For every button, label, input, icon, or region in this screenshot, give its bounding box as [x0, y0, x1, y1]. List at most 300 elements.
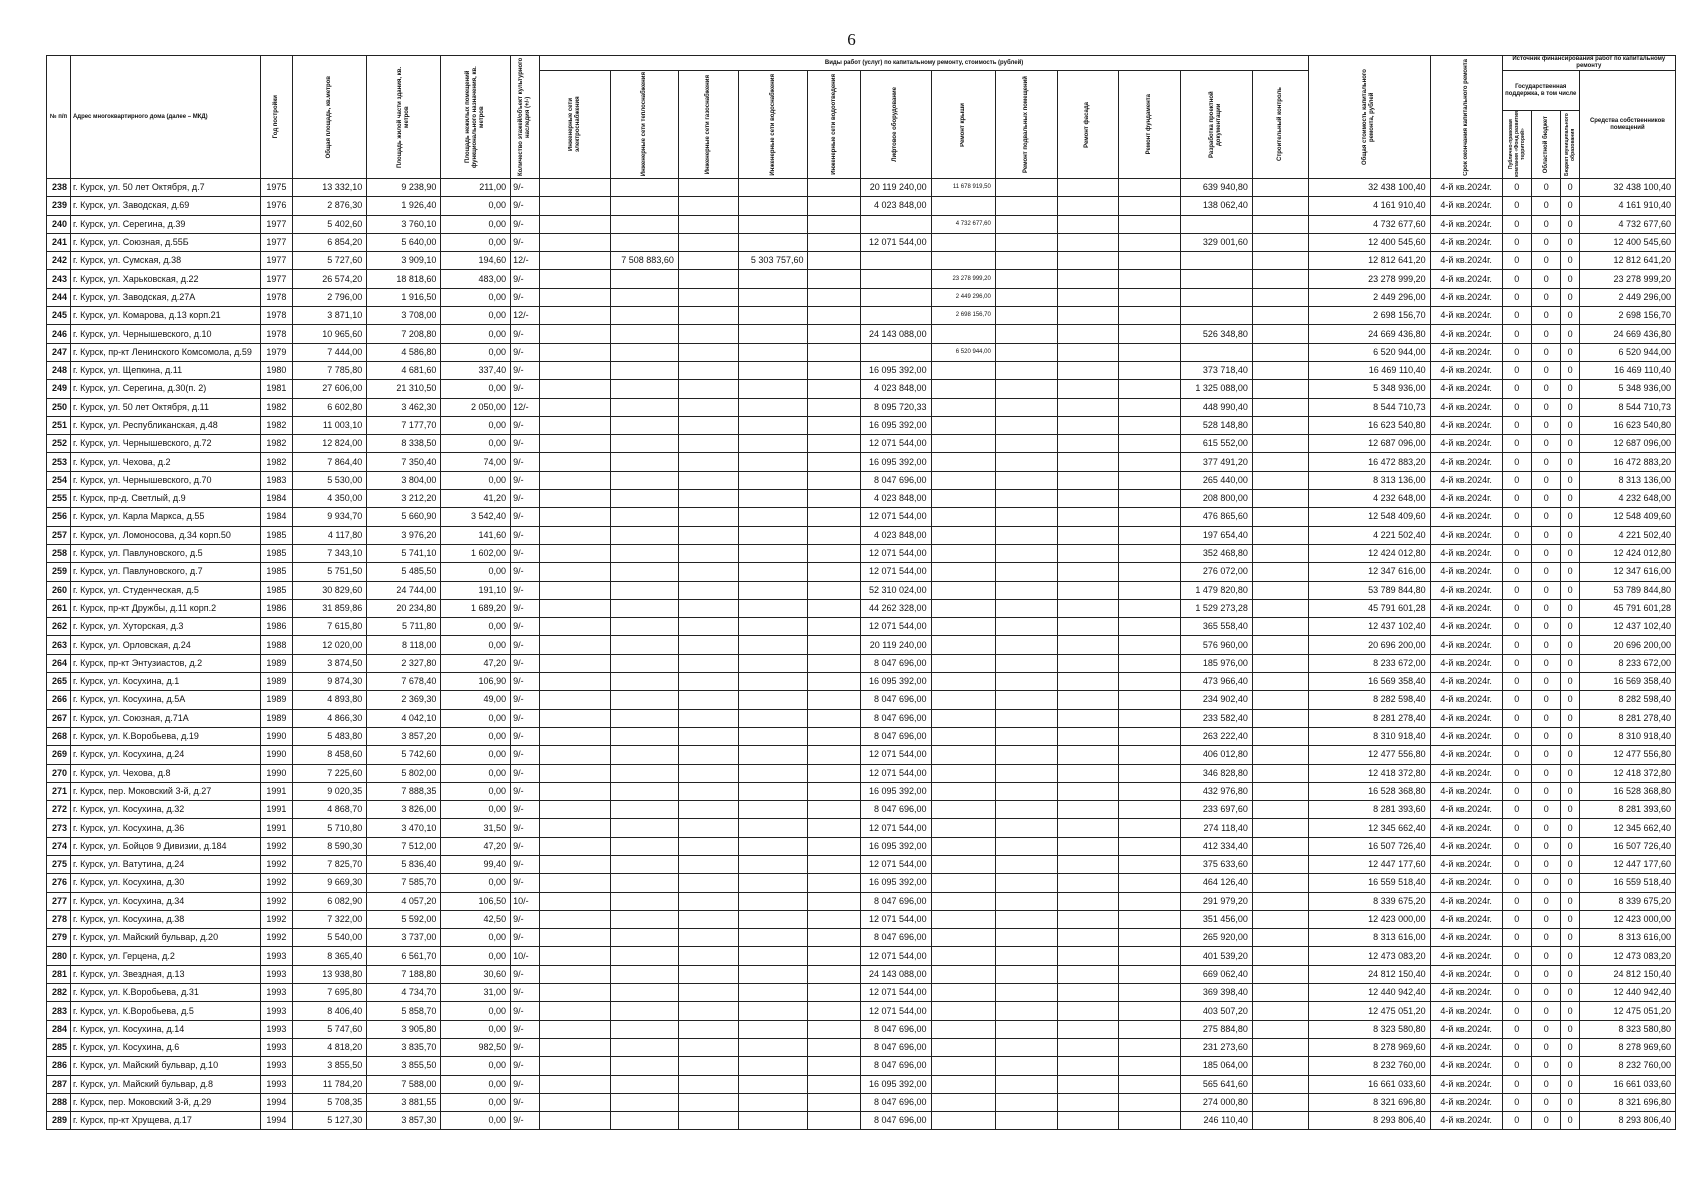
cell-roof: 2 449 296,00	[931, 288, 995, 306]
cell-empty	[1252, 746, 1308, 764]
cell-cost: 8 293 806,40	[1308, 1112, 1430, 1130]
cell-design	[1181, 252, 1253, 270]
cell-water	[738, 581, 808, 599]
cell-living: 5 741,10	[367, 544, 441, 562]
cell-cost: 45 791 601,28	[1308, 599, 1430, 617]
cell-nonliving: 0,00	[441, 471, 511, 489]
cell-empty	[995, 471, 1057, 489]
cell-living: 3 976,20	[367, 526, 441, 544]
cell-owners: 12 345 662,40	[1579, 819, 1675, 837]
cell-water	[738, 929, 808, 947]
cell-empty	[678, 727, 738, 745]
cell-nonliving: 0,00	[441, 1093, 511, 1111]
table-row	[47, 874, 1676, 892]
cell-nonliving: 0,00	[441, 1002, 511, 1020]
cell-living: 2 369,30	[367, 691, 441, 709]
cell-owners: 8 282 598,40	[1579, 691, 1675, 709]
cell-living: 3 470,10	[367, 819, 441, 837]
cell-roof	[931, 490, 995, 508]
cell-term: 4-й кв.2024г.	[1430, 252, 1502, 270]
cell-fund: 0	[1502, 508, 1531, 526]
cell-owners: 12 437 102,40	[1579, 618, 1675, 636]
cell-heat	[611, 563, 679, 581]
cell-heat	[611, 727, 679, 745]
cell-empty	[1252, 1002, 1308, 1020]
cell-lift: 8 047 696,00	[860, 709, 931, 727]
cell-living: 7 585,70	[367, 874, 441, 892]
table-row	[47, 1038, 1676, 1056]
cell-water	[738, 307, 808, 325]
cell-total: 7 785,80	[293, 361, 367, 379]
cell-heat	[611, 343, 679, 361]
table-row	[47, 307, 1676, 325]
cell-year: 1985	[260, 526, 293, 544]
cell-year: 1993	[260, 1038, 293, 1056]
cell-regional: 0	[1532, 874, 1561, 892]
cell-municipal: 0	[1561, 673, 1580, 691]
cell-count: 9/-	[511, 654, 540, 672]
cell-nonliving: 74,00	[441, 453, 511, 471]
cell-regional: 0	[1532, 1093, 1561, 1111]
cell-year: 1977	[260, 233, 293, 251]
cell-year: 1980	[260, 361, 293, 379]
cell-lift: 20 119 240,00	[860, 179, 931, 197]
cell-empty	[1118, 691, 1180, 709]
cell-empty	[808, 801, 860, 819]
cell-empty	[995, 837, 1057, 855]
cell-heat	[611, 471, 679, 489]
cell-empty	[540, 1075, 611, 1093]
cell-cost: 8 310 918,40	[1308, 727, 1430, 745]
cell-count: 9/-	[511, 288, 540, 306]
cell-count: 9/-	[511, 1038, 540, 1056]
cell-empty	[678, 1020, 738, 1038]
cell-heat	[611, 984, 679, 1002]
cell-fund: 0	[1502, 801, 1531, 819]
cell-water	[738, 618, 808, 636]
cell-total: 4 117,80	[293, 526, 367, 544]
cell-design	[1181, 215, 1253, 233]
cell-empty	[678, 343, 738, 361]
cell-empty	[995, 398, 1057, 416]
cell-roof	[931, 508, 995, 526]
cell-empty	[540, 892, 611, 910]
cell-heat	[611, 691, 679, 709]
cell-total: 11 003,10	[293, 416, 367, 434]
cell-nonliving: 42,50	[441, 910, 511, 928]
cell-municipal: 0	[1561, 965, 1580, 983]
cell-empty	[1252, 727, 1308, 745]
cell-nonliving: 211,00	[441, 179, 511, 197]
cell-design: 476 865,60	[1181, 508, 1253, 526]
cell-empty	[808, 398, 860, 416]
cell-roof	[931, 361, 995, 379]
cell-address: г. Курск, ул. Косухина, д.32	[70, 801, 260, 819]
cell-empty	[1057, 1038, 1118, 1056]
cell-lift	[860, 215, 931, 233]
cell-cost: 32 438 100,40	[1308, 179, 1430, 197]
cell-lift: 16 095 392,00	[860, 416, 931, 434]
cell-empty	[540, 984, 611, 1002]
cell-owners: 16 559 518,40	[1579, 874, 1675, 892]
cell-municipal: 0	[1561, 398, 1580, 416]
cell-nonliving: 0,00	[441, 563, 511, 581]
cell-empty	[1118, 307, 1180, 325]
cell-empty	[540, 544, 611, 562]
cell-cost: 16 469 110,40	[1308, 361, 1430, 379]
cell-count: 12/-	[511, 252, 540, 270]
cell-living: 3 855,50	[367, 1057, 441, 1075]
cell-year: 1982	[260, 398, 293, 416]
cell-empty	[995, 307, 1057, 325]
cell-total: 9 669,30	[293, 874, 367, 892]
cell-empty	[540, 490, 611, 508]
cell-heat	[611, 453, 679, 471]
cell-empty	[678, 252, 738, 270]
cell-empty	[1118, 325, 1180, 343]
cell-term: 4-й кв.2024г.	[1430, 1020, 1502, 1038]
cell-roof	[931, 746, 995, 764]
cell-empty	[1057, 361, 1118, 379]
cell-total: 9 020,35	[293, 782, 367, 800]
cell-municipal: 0	[1561, 764, 1580, 782]
table-row	[47, 984, 1676, 1002]
table-row	[47, 673, 1676, 691]
cell-empty	[1118, 233, 1180, 251]
cell-empty	[995, 1038, 1057, 1056]
cell-empty	[1057, 892, 1118, 910]
table-row	[47, 270, 1676, 288]
cell-roof	[931, 618, 995, 636]
cell-living: 3 835,70	[367, 1038, 441, 1056]
cell-empty	[995, 1057, 1057, 1075]
table-row	[47, 508, 1676, 526]
cell-year: 1990	[260, 764, 293, 782]
cell-year: 1993	[260, 965, 293, 983]
cell-term: 4-й кв.2024г.	[1430, 270, 1502, 288]
cell-lift: 20 119 240,00	[860, 636, 931, 654]
cell-address: г. Курск, ул. Заводская, д.69	[70, 197, 260, 215]
cell-address: г. Курск, ул. Герцена, д.2	[70, 947, 260, 965]
cell-count: 9/-	[511, 599, 540, 617]
cell-empty	[808, 490, 860, 508]
cell-regional: 0	[1532, 581, 1561, 599]
cell-municipal: 0	[1561, 361, 1580, 379]
cell-total: 4 868,70	[293, 801, 367, 819]
cell-fund: 0	[1502, 599, 1531, 617]
cell-empty	[540, 1038, 611, 1056]
cell-term: 4-й кв.2024г.	[1430, 855, 1502, 873]
cell-municipal: 0	[1561, 526, 1580, 544]
cell-regional: 0	[1532, 691, 1561, 709]
cell-empty	[995, 380, 1057, 398]
cell-empty	[995, 343, 1057, 361]
cell-empty	[1118, 1112, 1180, 1130]
cell-year: 1992	[260, 892, 293, 910]
cell-empty	[1057, 343, 1118, 361]
cell-owners: 16 469 110,40	[1579, 361, 1675, 379]
cell-lift: 8 047 696,00	[860, 1112, 931, 1130]
cell-empty	[995, 929, 1057, 947]
cell-empty	[1057, 984, 1118, 1002]
cell-count: 9/-	[511, 965, 540, 983]
cell-year: 1979	[260, 343, 293, 361]
cell-regional: 0	[1532, 471, 1561, 489]
cell-water	[738, 1112, 808, 1130]
cell-living: 9 238,90	[367, 179, 441, 197]
cell-design: 276 072,00	[1181, 563, 1253, 581]
cell-regional: 0	[1532, 526, 1561, 544]
header-control: Строительный контроль	[1252, 71, 1308, 179]
cell-term: 4-й кв.2024г.	[1430, 380, 1502, 398]
cell-empty	[540, 709, 611, 727]
cell-empty	[995, 179, 1057, 197]
cell-municipal: 0	[1561, 874, 1580, 892]
cell-cost: 8 233 672,00	[1308, 654, 1430, 672]
cell-address: г. Курск, ул. Чернышевского, д.72	[70, 435, 260, 453]
cell-roof	[931, 984, 995, 1002]
cell-water	[738, 1020, 808, 1038]
cell-roof	[931, 1038, 995, 1056]
cell-empty	[1118, 563, 1180, 581]
cell-cost: 2 698 156,70	[1308, 307, 1430, 325]
cell-empty	[808, 636, 860, 654]
cell-water	[738, 398, 808, 416]
cell-nonliving: 30,60	[441, 965, 511, 983]
cell-empty	[1118, 673, 1180, 691]
cell-heat	[611, 910, 679, 928]
cell-total: 3 874,50	[293, 654, 367, 672]
cell-cost: 8 339 675,20	[1308, 892, 1430, 910]
header-count: Количество этажей/объект культурного наследия (+/-)	[511, 56, 540, 179]
cell-num: 257	[47, 526, 71, 544]
cell-year: 1993	[260, 1075, 293, 1093]
cell-empty	[1252, 252, 1308, 270]
cell-municipal: 0	[1561, 544, 1580, 562]
cell-empty	[808, 855, 860, 873]
cell-water	[738, 892, 808, 910]
cell-living: 5 660,90	[367, 508, 441, 526]
cell-design: 275 884,80	[1181, 1020, 1253, 1038]
cell-lift: 12 071 544,00	[860, 1002, 931, 1020]
cell-nonliving: 0,00	[441, 197, 511, 215]
cell-water	[738, 508, 808, 526]
cell-cost: 20 696 200,00	[1308, 636, 1430, 654]
cell-municipal: 0	[1561, 471, 1580, 489]
cell-num: 259	[47, 563, 71, 581]
cell-empty	[678, 1038, 738, 1056]
cell-lift: 8 095 720,33	[860, 398, 931, 416]
cell-count: 9/-	[511, 563, 540, 581]
cell-heat	[611, 544, 679, 562]
cell-empty	[1057, 1112, 1118, 1130]
cell-empty	[1252, 654, 1308, 672]
cell-nonliving: 0,00	[441, 416, 511, 434]
cell-address: г. Курск, ул. Майский бульвар, д.10	[70, 1057, 260, 1075]
cell-fund: 0	[1502, 453, 1531, 471]
cell-empty	[540, 782, 611, 800]
table-row	[47, 288, 1676, 306]
cell-fund: 0	[1502, 233, 1531, 251]
cell-lift: 12 071 544,00	[860, 855, 931, 873]
cell-empty	[1057, 508, 1118, 526]
cell-municipal: 0	[1561, 270, 1580, 288]
table-row	[47, 380, 1676, 398]
cell-empty	[678, 526, 738, 544]
cell-water	[738, 453, 808, 471]
cell-empty	[678, 233, 738, 251]
cell-count: 9/-	[511, 727, 540, 745]
cell-design: 274 000,80	[1181, 1093, 1253, 1111]
cell-year: 1991	[260, 819, 293, 837]
cell-empty	[678, 709, 738, 727]
cell-empty	[1057, 490, 1118, 508]
cell-cost: 12 687 096,00	[1308, 435, 1430, 453]
cell-regional: 0	[1532, 197, 1561, 215]
cell-year: 1989	[260, 654, 293, 672]
cell-design: 231 273,60	[1181, 1038, 1253, 1056]
cell-count: 9/-	[511, 618, 540, 636]
cell-empty	[995, 325, 1057, 343]
cell-empty	[995, 1002, 1057, 1020]
cell-regional: 0	[1532, 746, 1561, 764]
cell-year: 1989	[260, 673, 293, 691]
header-year: Год постройки	[260, 56, 293, 179]
header-water: Инженерные сети водоснабжения	[738, 71, 808, 179]
cell-owners: 5 348 936,00	[1579, 380, 1675, 398]
table-row	[47, 1020, 1676, 1038]
cell-empty	[1252, 435, 1308, 453]
cell-num: 277	[47, 892, 71, 910]
cell-address: г. Курск, ул. Харьковская, д.22	[70, 270, 260, 288]
cell-regional: 0	[1532, 416, 1561, 434]
cell-water	[738, 746, 808, 764]
cell-regional: 0	[1532, 361, 1561, 379]
cell-empty	[1118, 727, 1180, 745]
cell-living: 8 118,00	[367, 636, 441, 654]
cell-owners: 2 698 156,70	[1579, 307, 1675, 325]
cell-empty	[678, 508, 738, 526]
cell-design: 1 529 273,28	[1181, 599, 1253, 617]
cell-empty	[540, 801, 611, 819]
cell-num: 282	[47, 984, 71, 1002]
cell-year: 1989	[260, 691, 293, 709]
header-address: Адрес многоквартирного дома (далее – МКД)	[70, 56, 260, 179]
cell-roof	[931, 837, 995, 855]
cell-nonliving: 337,40	[441, 361, 511, 379]
cell-fund: 0	[1502, 197, 1531, 215]
cell-empty	[678, 837, 738, 855]
cell-owners: 8 323 580,80	[1579, 1020, 1675, 1038]
cell-water	[738, 325, 808, 343]
cell-address: г. Курск, пр-кт Хрущева, д.17	[70, 1112, 260, 1130]
cell-address: г. Курск, ул. Косухина, д.5А	[70, 691, 260, 709]
cell-fund: 0	[1502, 343, 1531, 361]
cell-roof	[931, 380, 995, 398]
cell-total: 6 854,20	[293, 233, 367, 251]
cell-fund: 0	[1502, 636, 1531, 654]
cell-nonliving: 2 050,00	[441, 398, 511, 416]
cell-term: 4-й кв.2024г.	[1430, 325, 1502, 343]
cell-empty	[1252, 233, 1308, 251]
cell-design: 528 148,80	[1181, 416, 1253, 434]
cell-empty	[995, 910, 1057, 928]
cell-fund: 0	[1502, 746, 1531, 764]
cell-roof	[931, 416, 995, 434]
cell-living: 7 888,35	[367, 782, 441, 800]
cell-fund: 0	[1502, 691, 1531, 709]
table-row	[47, 544, 1676, 562]
cell-empty	[540, 874, 611, 892]
cell-empty	[995, 508, 1057, 526]
cell-heat	[611, 215, 679, 233]
cell-empty	[1057, 855, 1118, 873]
cell-empty	[540, 288, 611, 306]
cell-fund: 0	[1502, 581, 1531, 599]
cell-empty	[678, 563, 738, 581]
cell-owners: 12 475 051,20	[1579, 1002, 1675, 1020]
cell-empty	[1252, 380, 1308, 398]
cell-municipal: 0	[1561, 343, 1580, 361]
cell-living: 7 188,80	[367, 965, 441, 983]
cell-empty	[1057, 380, 1118, 398]
cell-municipal: 0	[1561, 252, 1580, 270]
cell-address: г. Курск, ул. К.Воробьева, д.19	[70, 727, 260, 745]
cell-empty	[1252, 270, 1308, 288]
cell-living: 8 338,50	[367, 435, 441, 453]
table-row	[47, 819, 1676, 837]
cell-empty	[808, 435, 860, 453]
cell-empty	[1118, 252, 1180, 270]
cell-heat	[611, 654, 679, 672]
cell-cost: 8 323 580,80	[1308, 1020, 1430, 1038]
cell-total: 5 483,80	[293, 727, 367, 745]
cell-empty	[1252, 892, 1308, 910]
cell-owners: 2 449 296,00	[1579, 288, 1675, 306]
cell-design: 265 920,00	[1181, 929, 1253, 947]
cell-empty	[1118, 361, 1180, 379]
table-row	[47, 361, 1676, 379]
cell-empty	[1252, 764, 1308, 782]
cell-heat	[611, 380, 679, 398]
cell-empty	[678, 764, 738, 782]
cell-empty	[1252, 197, 1308, 215]
cell-regional: 0	[1532, 855, 1561, 873]
cell-empty	[1118, 197, 1180, 215]
cell-design: 448 990,40	[1181, 398, 1253, 416]
cell-empty	[1118, 435, 1180, 453]
cell-num: 249	[47, 380, 71, 398]
cell-cost: 12 473 083,20	[1308, 947, 1430, 965]
cell-empty	[808, 544, 860, 562]
cell-empty	[1252, 929, 1308, 947]
cell-municipal: 0	[1561, 819, 1580, 837]
cell-fund: 0	[1502, 837, 1531, 855]
cell-owners: 24 669 436,80	[1579, 325, 1675, 343]
cell-num: 253	[47, 453, 71, 471]
cell-empty	[1057, 398, 1118, 416]
cell-address: г. Курск, ул. Косухина, д.36	[70, 819, 260, 837]
cell-empty	[678, 965, 738, 983]
cell-empty	[808, 307, 860, 325]
cell-empty	[995, 965, 1057, 983]
cell-roof: 4 732 677,60	[931, 215, 995, 233]
cell-water	[738, 215, 808, 233]
cell-regional: 0	[1532, 1112, 1561, 1130]
cell-empty	[1118, 343, 1180, 361]
cell-term: 4-й кв.2024г.	[1430, 490, 1502, 508]
cell-living: 3 708,00	[367, 307, 441, 325]
